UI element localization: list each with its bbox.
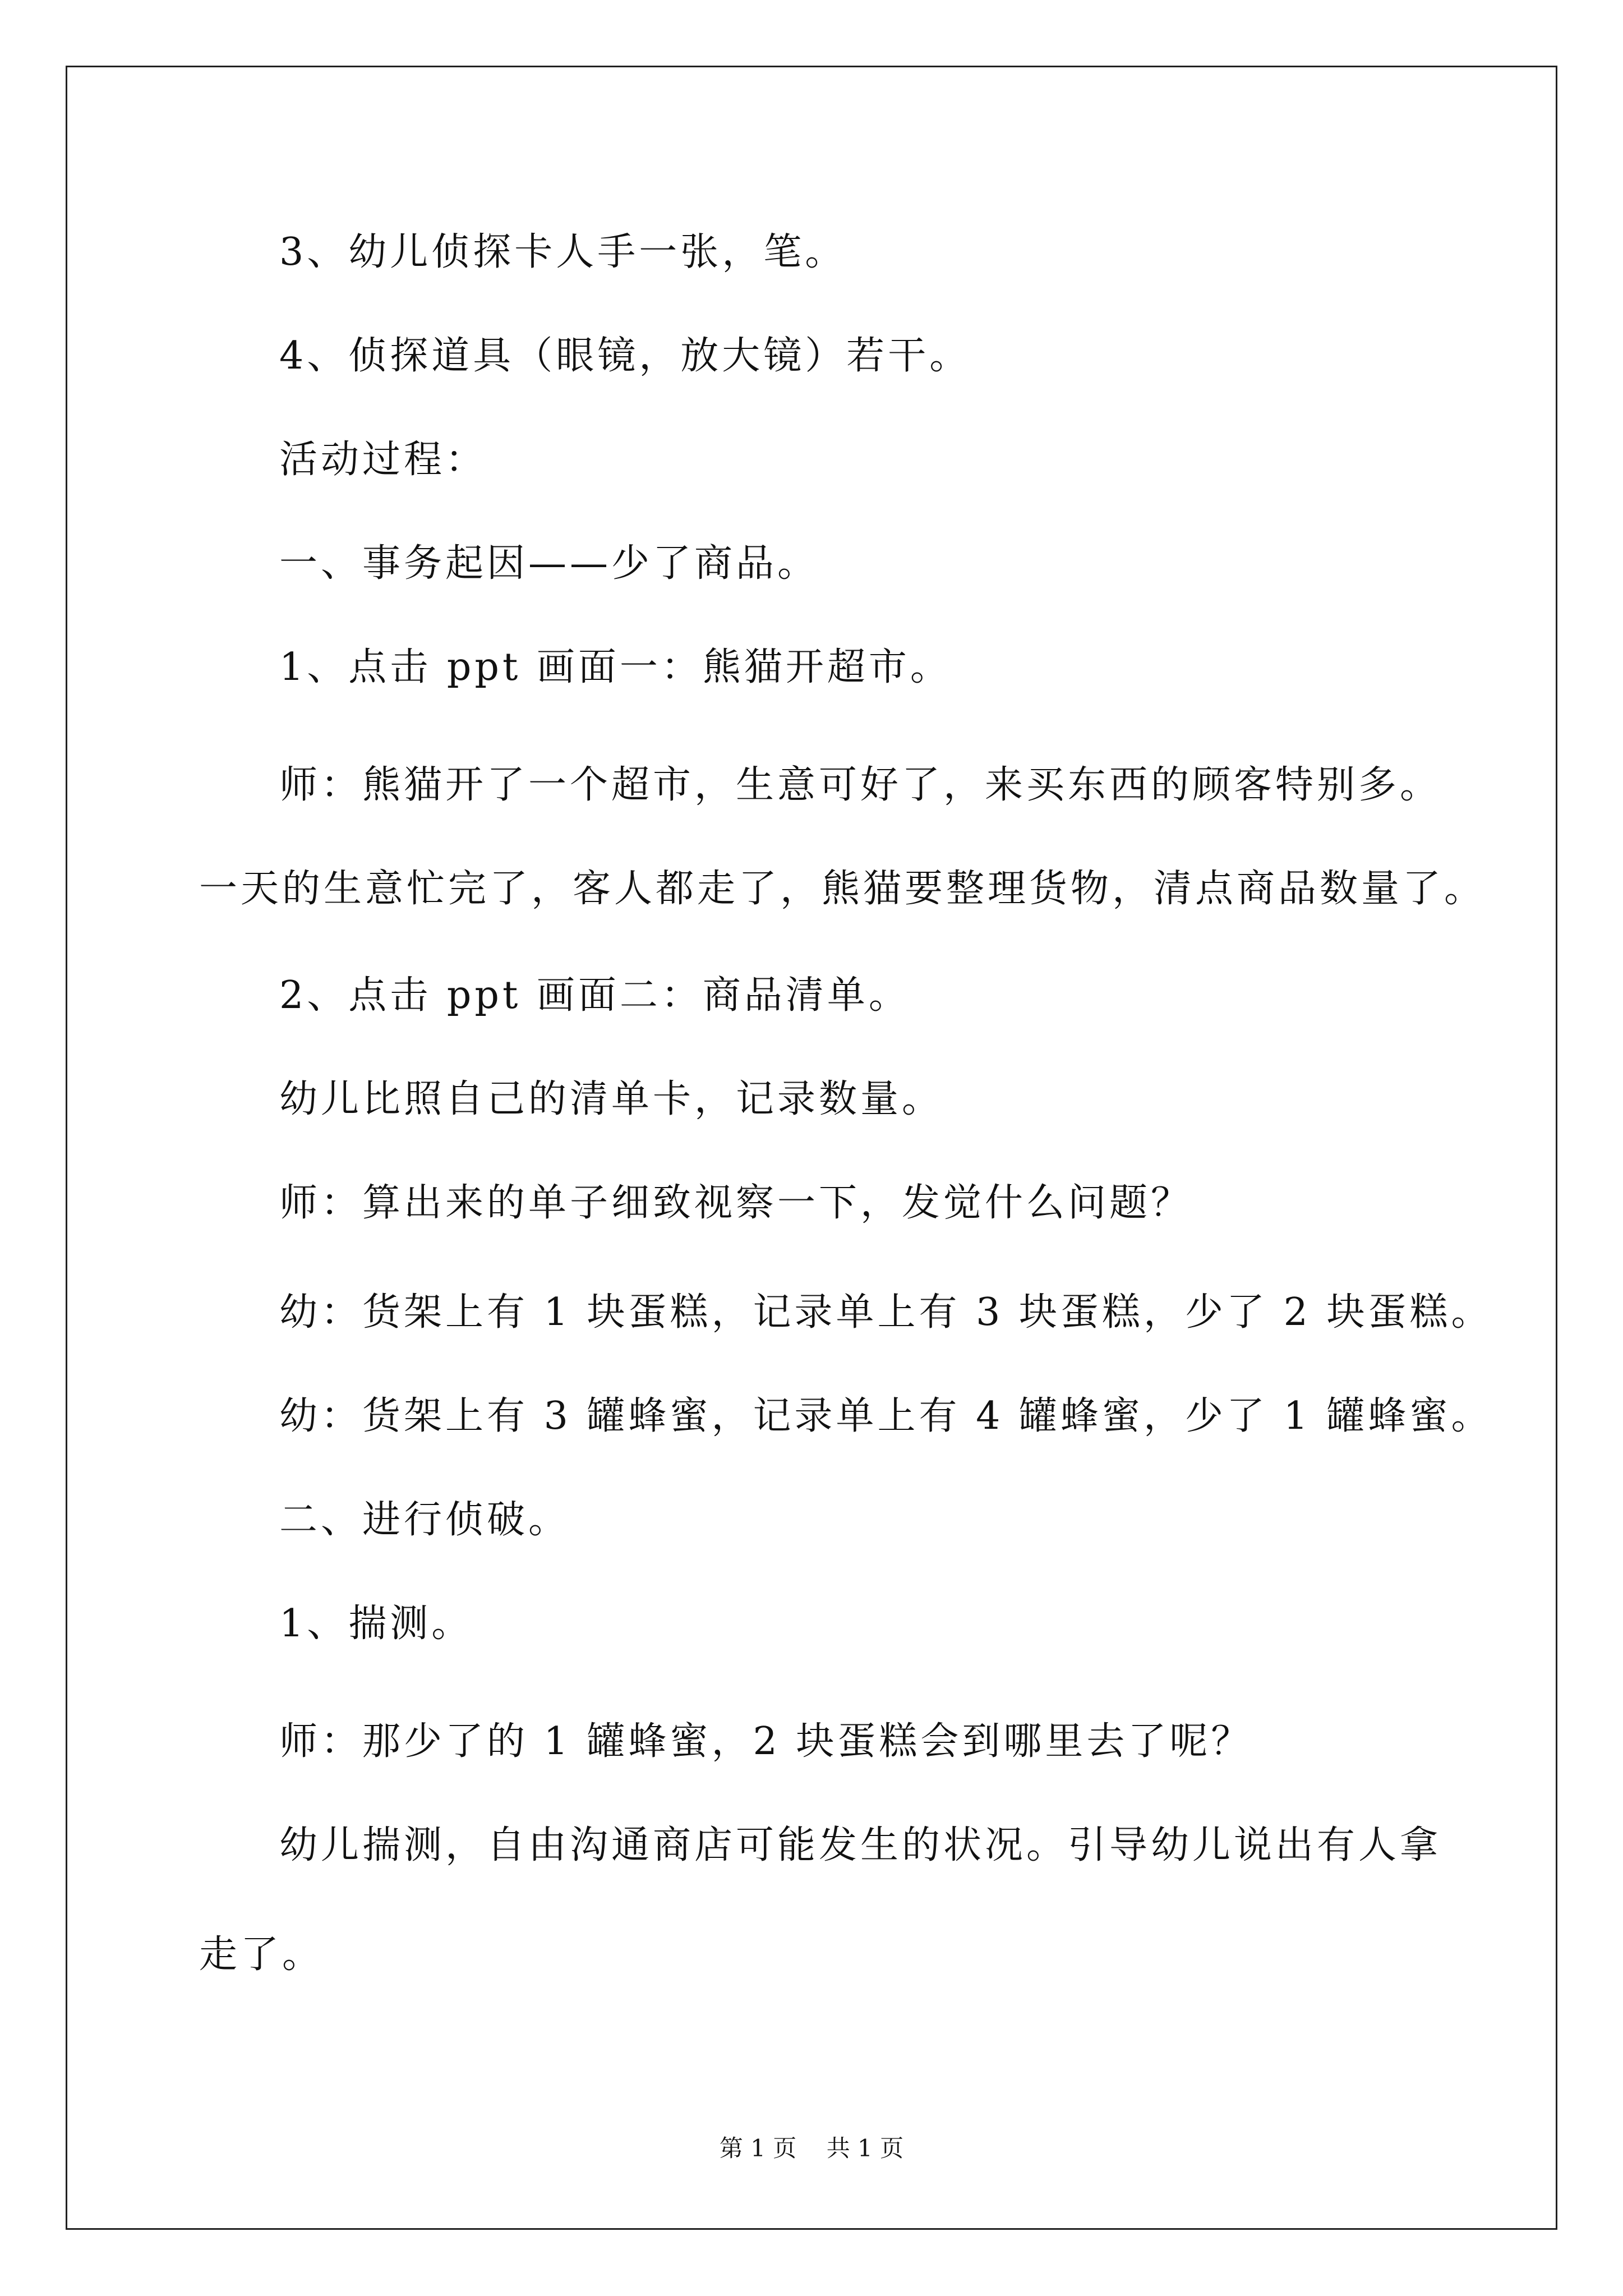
- page-border: [66, 66, 1557, 2230]
- paragraph-line: 1、揣测。: [279, 1602, 473, 1646]
- paragraph-line: 3、幼儿侦探卡人手一张，笔。: [279, 230, 847, 274]
- paragraph-line: 一天的生意忙完了，客人都走了，熊猫要整理货物，清点商品数量了。: [199, 867, 1486, 911]
- paragraph-line: 4、侦探道具（眼镜，放大镜）若干。: [279, 334, 971, 378]
- paragraph-line: 师：熊猫开了一个超市，生意可好了，来买东西的顾客特别多。: [279, 763, 1442, 807]
- paragraph-line: 幼儿比照自己的清单卡，记录数量。: [279, 1077, 944, 1121]
- paragraph-line: 师：那少了的 1 罐蜂蜜，2 块蛋糕会到哪里去了呢？: [279, 1719, 1253, 1764]
- paragraph-line: 活动过程：: [279, 438, 487, 482]
- paragraph-line: 2、点击 ppt 画面二：商品清单。: [279, 973, 910, 1018]
- paragraph-line: 二、进行侦破。: [279, 1498, 570, 1542]
- paragraph-line: 走了。: [199, 1932, 324, 1977]
- paragraph-line: 1、点击 ppt 画面一：熊猫开超市。: [279, 645, 952, 689]
- paragraph-line: 师：算出来的单子细致视察一下，发觉什么问题？: [279, 1181, 1193, 1225]
- paragraph-line: 幼：货架上有 1 块蛋糕，记录单上有 3 块蛋糕，少了 2 块蛋糕。: [279, 1290, 1493, 1335]
- paragraph-line: 幼：货架上有 3 罐蜂蜜，记录单上有 4 罐蜂蜜，少了 1 罐蜂蜜。: [279, 1394, 1493, 1438]
- paragraph-line: 一、事务起因——少了商品。: [279, 541, 819, 586]
- paragraph-line: 幼儿揣测，自由沟通商店可能发生的状况。引导幼儿说出有人拿: [279, 1823, 1442, 1867]
- page-footer: 第 1 页 共 1 页: [719, 2134, 904, 2162]
